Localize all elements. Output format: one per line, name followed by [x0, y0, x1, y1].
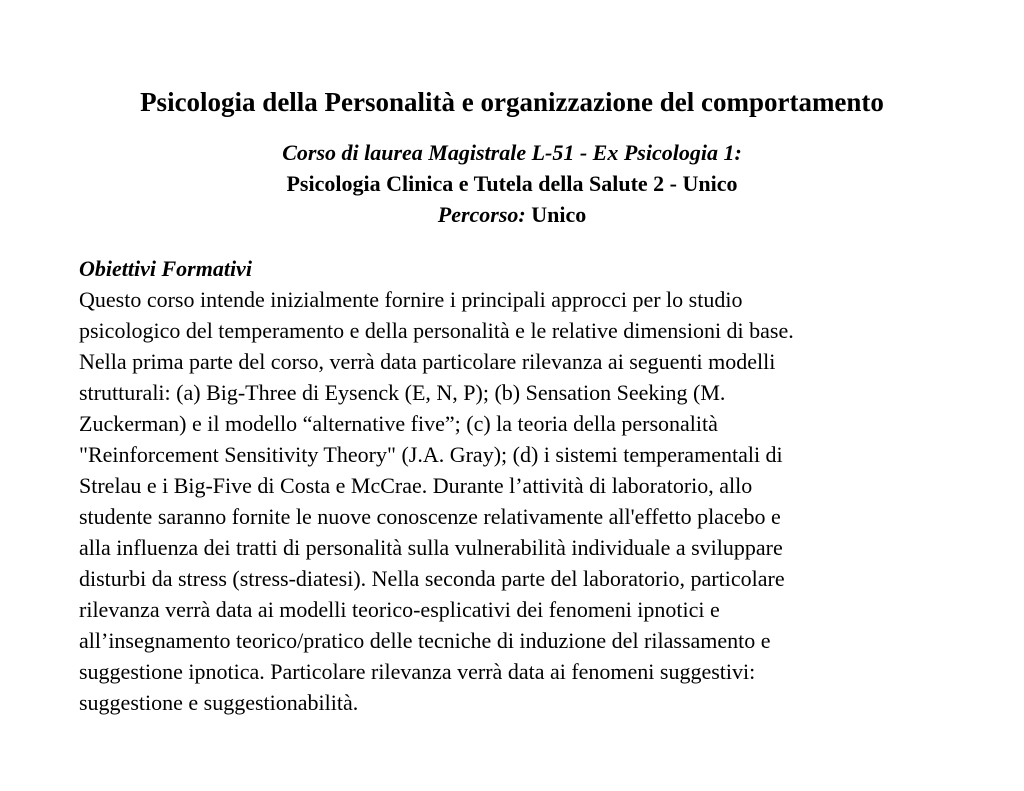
course-line-2: Psicologia Clinica e Tutela della Salute 2 - Unico — [286, 171, 738, 196]
paragraph-line: psicologico del temperamento e della personalità e le relative dimensioni di base. — [79, 318, 794, 343]
objectives-section — [79, 253, 939, 718]
paragraph-line: rilevanza verrà data ai modelli teorico-esplicativi dei fenomeni ipnotici e — [79, 597, 720, 622]
paragraph-line: suggestione ipnotica. Particolare rilevanza verrà data ai fenomeni suggestivi: — [79, 659, 756, 684]
paragraph-line: all’insegnamento teorico/pratico delle tecniche di induzione del rilassamento e — [79, 628, 771, 653]
paragraph-line: Strelau e i Big-Five di Costa e McCrae. Durante l’attività di laboratorio, allo — [79, 473, 753, 498]
paragraph-line: "Reinforcement Sensitivity Theory" (J.A. Gray); (d) i sistemi temperamentali di — [79, 442, 783, 467]
page-title: Psicologia della Personalità e organizzazione del comportamento — [140, 87, 884, 117]
paragraph-line: alla influenza dei tratti di personalità sulla vulnerabilità individuale a sviluppare — [79, 535, 783, 560]
paragraph-line: Nella prima parte del corso, verrà data particolare rilevanza ai seguenti modelli — [79, 349, 776, 374]
section-heading: Obiettivi Formativi — [79, 256, 252, 281]
paragraph-line: disturbi da stress (stress-diatesi). Nella seconda parte del laboratorio, particolare — [79, 566, 785, 591]
paragraph-line: strutturali: (a) Big-Three di Eysenck (E, N, P); (b) Sensation Seeking (M. — [79, 380, 726, 405]
course-line-1: Corso di laurea Magistrale L-51 - Ex Psicologia 1: — [282, 140, 742, 165]
section-body — [79, 284, 939, 718]
paragraph-line: Questo corso intende inizialmente fornire i principali approcci per lo studio — [79, 287, 743, 312]
paragraph-line: suggestione e suggestionabilità. — [79, 690, 359, 715]
percorso-value: Unico — [531, 202, 587, 227]
percorso-line — [0, 199, 1024, 230]
paragraph-line: Zuckerman) e il modello “alternative five”; (c) la teoria della personalità — [79, 411, 718, 436]
paragraph-line: studente saranno fornite le nuove conoscenze relativamente all'effetto placebo e — [79, 504, 781, 529]
percorso-label: Percorso: — [437, 202, 526, 227]
course-info — [0, 137, 1024, 230]
